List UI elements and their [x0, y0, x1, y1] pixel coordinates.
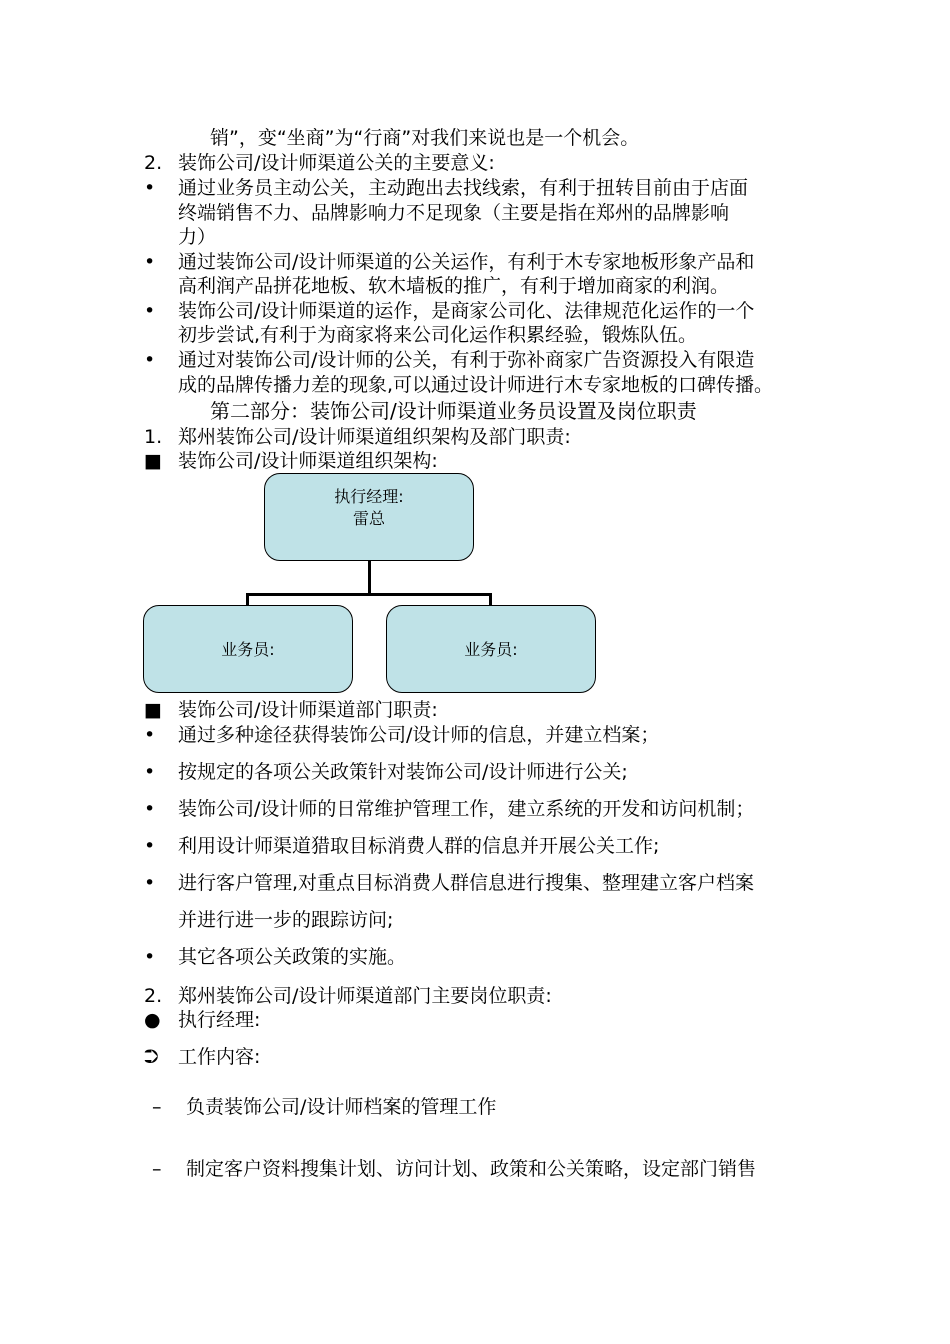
list-item-line: 力）	[178, 226, 217, 248]
list-item-line: 终端销售不力、品牌影响力不足现象（主要是指在郑州的品牌影响	[178, 202, 730, 224]
org-node-name: 雷总	[352, 509, 385, 528]
task-item: 负责装饰公司/设计师档案的管理工作	[186, 1096, 497, 1118]
list-item-line: 高利润产品拼花地板、软木墙板的推广，有利于增加商家的利润。	[178, 275, 730, 297]
list-item-line: 通过多种途径获得装饰公司/设计师的信息，并建立档案；	[178, 724, 660, 746]
org-node-manager	[264, 473, 474, 561]
bullet-marker: •	[144, 349, 156, 371]
subsection-heading: 装饰公司/设计师渠道组织架构:	[178, 450, 438, 472]
list-item-line: 通过对装饰公司/设计师的公关，有利于弥补商家广告资源投入有限造	[178, 349, 755, 371]
list-item-line: 其它各项公关政策的实施。	[178, 946, 407, 968]
bullet-marker: •	[144, 251, 156, 273]
list-item-line: 初步尝试,有利于为商家将来公司化运作积累经验，锻炼队伍。	[178, 324, 698, 346]
section-heading: 装饰公司/设计师渠道公关的主要意义:	[178, 152, 495, 174]
intro-continuation: 销”，变“坐商”为“行商”对我们来说也是一个机会。	[210, 127, 640, 149]
list-item-line: 进行客户管理,对重点目标消费人群信息进行搜集、整理建立客户档案	[178, 872, 755, 894]
org-node-label: 业务员:	[464, 640, 518, 659]
section-number: 1.	[144, 426, 163, 448]
bullet-marker: •	[144, 798, 156, 820]
bullet-marker: •	[144, 300, 156, 322]
connector-vertical	[368, 561, 371, 595]
square-bullet: ■	[144, 699, 162, 721]
bullet-marker: •	[144, 872, 156, 894]
list-item-line: 装饰公司/设计师渠道的运作，是商家公司化、法律规范化运作的一个	[178, 300, 755, 322]
section-number: 2.	[144, 985, 163, 1007]
list-item-line: 按规定的各项公关政策针对装饰公司/设计师进行公关;	[178, 761, 628, 783]
bullet-marker: •	[144, 724, 156, 746]
task-item: 制定客户资料搜集计划、访问计划、政策和公关策略，设定部门销售	[186, 1158, 757, 1180]
bullet-marker: •	[144, 946, 156, 968]
section-heading: 郑州装饰公司/设计师渠道组织架构及部门职责:	[178, 426, 571, 448]
section-heading: 郑州装饰公司/设计师渠道部门主要岗位职责:	[178, 985, 552, 1007]
square-bullet: ■	[144, 450, 162, 472]
org-node-label: 业务员:	[221, 640, 275, 659]
list-item-line: 并进行进一步的跟踪访问;	[178, 909, 394, 931]
section-number: 2.	[144, 152, 163, 174]
list-item-line: 成的品牌传播力差的现象,可以通过设计师进行木专家地板的口碑传播。	[178, 374, 774, 396]
subsection-heading: 装饰公司/设计师渠道部门职责:	[178, 699, 438, 721]
org-node-title: 执行经理:	[334, 487, 404, 506]
dash-marker: –	[152, 1158, 162, 1180]
work-content-label: 工作内容:	[178, 1046, 261, 1068]
circle-bullet: ●	[144, 1009, 161, 1031]
list-item-line: 装饰公司/设计师的日常维护管理工作，建立系统的开发和访问机制；	[178, 798, 755, 820]
arrow-bullet-icon: ⮊	[144, 1046, 159, 1068]
connector-horizontal	[246, 593, 492, 596]
bullet-marker: •	[144, 177, 156, 199]
bullet-marker: •	[144, 835, 156, 857]
dash-marker: –	[152, 1096, 162, 1118]
org-node-staff	[143, 605, 353, 693]
part-title: 第二部分：装饰公司/设计师渠道业务员设置及岗位职责	[210, 399, 697, 423]
role-title: 执行经理:	[178, 1009, 261, 1031]
list-item-line: 通过装饰公司/设计师渠道的公关运作，有利于木专家地板形象产品和	[178, 251, 755, 273]
org-node-staff	[386, 605, 596, 693]
list-item-line: 利用设计师渠道猎取目标消费人群的信息并开展公关工作;	[178, 835, 660, 857]
list-item-line: 通过业务员主动公关，主动跑出去找线索，有利于扭转目前由于店面	[178, 177, 749, 199]
bullet-marker: •	[144, 761, 156, 783]
